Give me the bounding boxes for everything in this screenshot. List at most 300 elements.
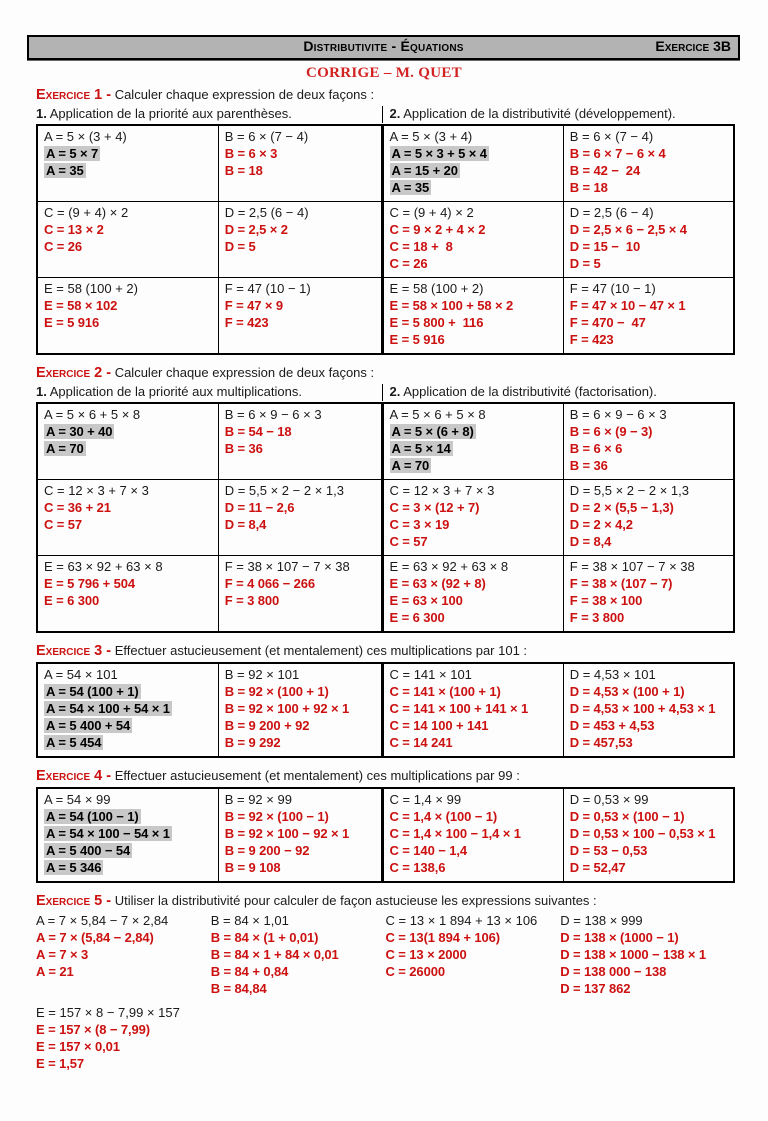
column-label-text: Application de la priorité aux multiplications. bbox=[46, 384, 302, 399]
table-cell bbox=[218, 403, 382, 480]
math-line bbox=[44, 499, 215, 516]
math-text: C = 9 × 2 + 4 × 2 bbox=[389, 222, 486, 237]
math-line bbox=[570, 592, 730, 609]
math-line bbox=[44, 145, 215, 162]
math-line bbox=[570, 221, 730, 238]
math-text: F = 4 066 − 266 bbox=[224, 576, 316, 591]
math-line bbox=[44, 162, 215, 179]
math-line bbox=[225, 700, 378, 717]
math-line bbox=[390, 128, 560, 145]
math-line bbox=[225, 666, 378, 683]
math-line bbox=[44, 297, 215, 314]
column-label-text: Application de la distributivité (développement). bbox=[400, 106, 676, 121]
math-line bbox=[570, 734, 730, 751]
math-text: C = 13(1 894 + 106) bbox=[385, 930, 500, 945]
exercise-label: Exercice 5 - bbox=[36, 893, 112, 909]
math-text: B = 18 bbox=[224, 163, 263, 178]
math-line bbox=[570, 162, 730, 179]
math-text: B = 6 × 9 − 6 × 3 bbox=[569, 407, 667, 422]
table-cell bbox=[37, 125, 218, 202]
table-cell bbox=[382, 278, 563, 355]
math-text: B = 84 + 0,84 bbox=[210, 964, 289, 979]
math-line bbox=[390, 609, 560, 626]
exercise-title-text: Effectuer astucieusement (et mentalement) ces multiplications par 99 : bbox=[111, 768, 520, 783]
math-text: E = 58 (100 + 2) bbox=[389, 281, 484, 296]
math-line bbox=[225, 221, 378, 238]
exercise-table bbox=[36, 662, 735, 758]
table-cell bbox=[218, 788, 382, 882]
math-text: D = 15 − 10 bbox=[569, 239, 641, 254]
math-text: D = 4,53 × (100 + 1) bbox=[569, 684, 685, 699]
math-line bbox=[570, 482, 730, 499]
math-text: B = 84,84 bbox=[210, 981, 267, 996]
math-line bbox=[211, 963, 386, 980]
math-line bbox=[386, 912, 561, 929]
exercise-title-text: Utiliser la distributivité pour calculer de façon astucieuse les expressions suivantes : bbox=[111, 893, 597, 908]
header-title: Distributivite - Équations bbox=[303, 38, 464, 54]
math-line bbox=[570, 255, 730, 272]
math-text: A = 35 bbox=[391, 180, 430, 195]
math-text: B = 92 × 100 − 92 × 1 bbox=[224, 826, 350, 841]
math-line bbox=[44, 128, 215, 145]
math-text: C = 13 × 2000 bbox=[385, 947, 467, 962]
math-text: D = 53 − 0,53 bbox=[569, 843, 648, 858]
math-text: A = 5 × (3 + 4) bbox=[389, 129, 473, 144]
math-text: C = 141 × (100 + 1) bbox=[389, 684, 501, 699]
exercise-4 bbox=[36, 767, 735, 883]
math-line bbox=[225, 499, 378, 516]
math-text: A = 35 bbox=[46, 163, 84, 178]
worksheet-body bbox=[0, 86, 768, 1072]
column-label-text: Application de la distributivité (factorisation). bbox=[400, 384, 657, 399]
math-line bbox=[390, 734, 560, 751]
math-line bbox=[570, 238, 730, 255]
math-text: C = 26 bbox=[389, 256, 428, 271]
math-line bbox=[390, 145, 560, 162]
table-row bbox=[37, 125, 734, 202]
math-text: A = 7 × 3 bbox=[36, 947, 89, 962]
math-text: E = 63 × 92 + 63 × 8 bbox=[389, 559, 509, 574]
table-row bbox=[37, 663, 734, 757]
math-text: C = 140 − 1,4 bbox=[389, 843, 467, 858]
table-cell bbox=[563, 663, 734, 757]
math-line bbox=[570, 331, 730, 348]
math-text: D = 2,5 × 2 bbox=[224, 222, 288, 237]
math-line bbox=[225, 558, 378, 575]
math-text: B = 9 108 bbox=[224, 860, 281, 875]
table-cell bbox=[382, 663, 563, 757]
worksheet-header bbox=[27, 35, 740, 60]
math-text: C = 1,4 × 99 bbox=[389, 792, 462, 807]
math-text: F = 38 × 107 − 7 × 38 bbox=[569, 559, 695, 574]
math-text: C = 1,4 × (100 − 1) bbox=[389, 809, 498, 824]
math-line bbox=[36, 929, 211, 946]
math-text: D = 2 × (5,5 − 1,3) bbox=[569, 500, 674, 515]
math-text: C = (9 + 4) × 2 bbox=[389, 205, 474, 220]
math-line bbox=[225, 314, 378, 331]
math-text: A = 5 × 6 + 5 × 8 bbox=[44, 407, 141, 422]
math-text: B = 9 292 bbox=[224, 735, 281, 750]
math-line bbox=[225, 280, 378, 297]
math-line bbox=[570, 533, 730, 550]
math-text: C = 57 bbox=[44, 517, 83, 532]
math-text: E = 5 916 bbox=[389, 332, 445, 347]
table-cell bbox=[382, 556, 563, 633]
math-line bbox=[44, 717, 215, 734]
math-text: D = 138 × 1000 − 138 × 1 bbox=[560, 947, 707, 962]
math-text: B = 84 × 1 + 84 × 0,01 bbox=[210, 947, 339, 962]
exercise-label: Exercice 4 - bbox=[36, 768, 112, 784]
math-text: D = 52,47 bbox=[569, 860, 626, 875]
math-text: D = 0,53 × (100 − 1) bbox=[569, 809, 685, 824]
math-line bbox=[570, 499, 730, 516]
math-text: F = 3 800 bbox=[224, 593, 280, 608]
math-text: A = 5 × (3 + 4) bbox=[44, 129, 127, 144]
math-text: D = 2,5 × 6 − 2,5 × 4 bbox=[569, 222, 687, 237]
math-line bbox=[44, 842, 215, 859]
math-line bbox=[390, 314, 560, 331]
math-line bbox=[44, 280, 215, 297]
math-text: F = 47 (10 − 1) bbox=[569, 281, 656, 296]
math-line bbox=[390, 825, 560, 842]
math-line bbox=[390, 700, 560, 717]
math-text: A = 54 × 100 + 54 × 1 bbox=[46, 701, 170, 716]
math-line bbox=[570, 717, 730, 734]
math-line bbox=[390, 666, 560, 683]
table-cell bbox=[218, 278, 382, 355]
math-text: B = 6 × (9 − 3) bbox=[569, 424, 653, 439]
math-text: D = 2,5 (6 − 4) bbox=[569, 205, 654, 220]
math-line bbox=[225, 734, 378, 751]
table-cell bbox=[218, 202, 382, 278]
math-line bbox=[570, 558, 730, 575]
table-cell bbox=[218, 480, 382, 556]
math-line bbox=[390, 859, 560, 876]
math-line bbox=[44, 700, 215, 717]
math-line bbox=[44, 204, 215, 221]
math-text: A = 7 × (5,84 − 2,84) bbox=[36, 930, 154, 945]
math-line bbox=[225, 791, 378, 808]
math-line bbox=[570, 683, 730, 700]
math-line bbox=[225, 145, 378, 162]
math-line bbox=[44, 406, 215, 423]
table-cell bbox=[563, 125, 734, 202]
math-line bbox=[44, 791, 215, 808]
table-cell bbox=[37, 202, 218, 278]
math-text: D = 11 − 2,6 bbox=[224, 500, 295, 515]
math-line bbox=[36, 1038, 735, 1055]
table-cell bbox=[563, 278, 734, 355]
math-line bbox=[570, 666, 730, 683]
math-line bbox=[44, 666, 215, 683]
math-line bbox=[225, 516, 378, 533]
math-line bbox=[225, 128, 378, 145]
column-labels bbox=[36, 106, 735, 123]
math-text: F = 423 bbox=[224, 315, 269, 330]
math-line bbox=[570, 128, 730, 145]
math-text: A = 5 346 bbox=[46, 860, 102, 875]
math-text: B = 9 200 + 92 bbox=[224, 718, 310, 733]
math-text: A = 54 (100 + 1) bbox=[46, 684, 139, 699]
math-line bbox=[570, 609, 730, 626]
math-line bbox=[44, 592, 215, 609]
column-label-number: 1. bbox=[36, 384, 47, 399]
column-label bbox=[382, 106, 736, 123]
math-text: A = 21 bbox=[36, 964, 74, 979]
table-cell bbox=[563, 202, 734, 278]
column-label-number: 2. bbox=[389, 384, 401, 399]
math-text: E = 58 (100 + 2) bbox=[44, 281, 138, 296]
math-text: B = 6 × 7 − 6 × 4 bbox=[569, 146, 666, 161]
math-line bbox=[390, 179, 560, 196]
math-line bbox=[390, 482, 560, 499]
exercise-title-text: Calculer chaque expression de deux façons : bbox=[111, 87, 375, 102]
math-text: C = 18 + 8 bbox=[389, 239, 453, 254]
math-text: D = 138 000 − 138 bbox=[560, 964, 667, 979]
math-line bbox=[225, 238, 378, 255]
math-text: C = 14 100 + 141 bbox=[389, 718, 489, 733]
math-line bbox=[44, 734, 215, 751]
math-text: A = 70 bbox=[391, 458, 430, 473]
math-text: D = 0,53 × 99 bbox=[569, 792, 649, 807]
math-line bbox=[225, 297, 378, 314]
math-text: C = 3 × 19 bbox=[389, 517, 450, 532]
math-line bbox=[44, 516, 215, 533]
table-cell bbox=[218, 663, 382, 757]
exercise-title-text: Calculer chaque expression de deux façons : bbox=[111, 365, 375, 380]
math-text: D = 4,53 × 100 + 4,53 × 1 bbox=[569, 701, 716, 716]
math-line bbox=[225, 683, 378, 700]
math-line bbox=[570, 808, 730, 825]
table-cell bbox=[563, 556, 734, 633]
math-text: A = 7 × 5,84 − 7 × 2,84 bbox=[36, 913, 169, 928]
math-line bbox=[570, 406, 730, 423]
math-line bbox=[44, 558, 215, 575]
math-line bbox=[570, 791, 730, 808]
math-text: E = 157 × 0,01 bbox=[36, 1039, 120, 1054]
exercise-1 bbox=[36, 86, 735, 355]
table-cell bbox=[37, 480, 218, 556]
math-text: C = (9 + 4) × 2 bbox=[44, 205, 129, 220]
math-line bbox=[390, 533, 560, 550]
math-text: B = 92 × (100 − 1) bbox=[224, 809, 329, 824]
math-text: A = 5 × 3 + 5 × 4 bbox=[391, 146, 487, 161]
corrige-subtitle: CORRIGE – M. QUET bbox=[306, 65, 462, 81]
math-text: D = 137 862 bbox=[560, 981, 631, 996]
free-columns bbox=[36, 912, 735, 997]
table-row bbox=[37, 278, 734, 355]
table-cell bbox=[382, 788, 563, 882]
column-label-text: Application de la priorité aux parenthèses. bbox=[46, 106, 292, 121]
math-text: A = 5 400 + 54 bbox=[46, 718, 131, 733]
math-line bbox=[390, 221, 560, 238]
math-line bbox=[36, 946, 211, 963]
math-text: E = 157 × 8 − 7,99 × 157 bbox=[36, 1005, 180, 1020]
math-line bbox=[44, 314, 215, 331]
exercise-2 bbox=[36, 364, 735, 633]
math-text: B = 92 × 101 bbox=[224, 667, 300, 682]
math-line bbox=[570, 700, 730, 717]
math-text: A = 54 × 99 bbox=[44, 792, 111, 807]
free-column bbox=[211, 912, 386, 997]
table-cell bbox=[37, 556, 218, 633]
math-text: B = 6 × 6 bbox=[569, 441, 623, 456]
math-line bbox=[211, 912, 386, 929]
math-text: E = 63 × 92 + 63 × 8 bbox=[44, 559, 163, 574]
math-line bbox=[570, 423, 730, 440]
math-text: C = 12 × 3 + 7 × 3 bbox=[44, 483, 149, 498]
math-line bbox=[570, 145, 730, 162]
math-line bbox=[390, 423, 560, 440]
math-line bbox=[390, 238, 560, 255]
math-line bbox=[570, 204, 730, 221]
math-line bbox=[44, 808, 215, 825]
math-line bbox=[560, 963, 735, 980]
math-line bbox=[225, 204, 378, 221]
math-line bbox=[44, 575, 215, 592]
math-line bbox=[390, 440, 560, 457]
free-column bbox=[386, 912, 561, 997]
exercise-table bbox=[36, 124, 735, 355]
math-text: E = 58 × 100 + 58 × 2 bbox=[389, 298, 514, 313]
exercise-label: Exercice 2 - bbox=[36, 365, 112, 381]
math-text: D = 453 + 4,53 bbox=[569, 718, 655, 733]
math-line bbox=[211, 980, 386, 997]
math-line bbox=[36, 1004, 735, 1021]
table-cell bbox=[382, 202, 563, 278]
math-line bbox=[225, 808, 378, 825]
math-line bbox=[560, 912, 735, 929]
math-line bbox=[390, 791, 560, 808]
math-text: B = 36 bbox=[569, 458, 608, 473]
math-text: F = 470 − 47 bbox=[569, 315, 646, 330]
column-label bbox=[382, 384, 736, 401]
math-line bbox=[225, 859, 378, 876]
math-text: B = 92 × (100 + 1) bbox=[224, 684, 329, 699]
math-text: D = 0,53 × 100 − 0,53 × 1 bbox=[569, 826, 716, 841]
column-label bbox=[36, 106, 382, 123]
math-text: C = 57 bbox=[389, 534, 428, 549]
math-line bbox=[44, 221, 215, 238]
math-line bbox=[570, 457, 730, 474]
math-text: A = 15 + 20 bbox=[391, 163, 458, 178]
math-line bbox=[225, 406, 378, 423]
math-text: B = 18 bbox=[569, 180, 608, 195]
math-line bbox=[225, 482, 378, 499]
math-line bbox=[570, 842, 730, 859]
math-text: D = 8,4 bbox=[224, 517, 267, 532]
math-text: C = 141 × 101 bbox=[389, 667, 472, 682]
math-line bbox=[390, 331, 560, 348]
math-line bbox=[390, 406, 560, 423]
math-text: A = 30 + 40 bbox=[46, 424, 113, 439]
table-row bbox=[37, 480, 734, 556]
math-line bbox=[386, 929, 561, 946]
table-cell bbox=[37, 403, 218, 480]
column-labels bbox=[36, 384, 735, 401]
math-line bbox=[36, 1021, 735, 1038]
math-line bbox=[225, 162, 378, 179]
math-text: D = 5,5 × 2 − 2 × 1,3 bbox=[224, 483, 344, 498]
math-text: A = 5 × (6 + 8) bbox=[391, 424, 474, 439]
table-cell bbox=[37, 663, 218, 757]
math-text: F = 423 bbox=[569, 332, 614, 347]
math-text: E = 6 300 bbox=[44, 593, 100, 608]
math-line bbox=[390, 204, 560, 221]
math-text: C = 14 241 bbox=[389, 735, 453, 750]
exercise-title bbox=[36, 767, 735, 785]
math-text: F = 38 × 100 bbox=[569, 593, 643, 608]
exercise-title-text: Effectuer astucieusement (et mentalement) ces multiplications par 101 : bbox=[111, 643, 528, 658]
math-text: C = 36 + 21 bbox=[44, 500, 111, 515]
math-line bbox=[225, 842, 378, 859]
math-text: A = 5 × 7 bbox=[46, 146, 99, 161]
math-line bbox=[570, 825, 730, 842]
math-text: F = 47 × 9 bbox=[224, 298, 283, 313]
exercise-label: Exercice 3 - bbox=[36, 643, 112, 659]
exercise-title bbox=[36, 892, 735, 910]
math-text: F = 47 (10 − 1) bbox=[224, 281, 311, 296]
exercise-title bbox=[36, 364, 735, 382]
math-text: E = 63 × (92 + 8) bbox=[389, 576, 486, 591]
math-line bbox=[386, 963, 561, 980]
math-text: B = 42 − 24 bbox=[569, 163, 641, 178]
table-cell bbox=[382, 480, 563, 556]
math-line bbox=[570, 179, 730, 196]
table-cell bbox=[563, 480, 734, 556]
math-text: D = 4,53 × 101 bbox=[569, 667, 656, 682]
math-line bbox=[390, 457, 560, 474]
extra-block bbox=[36, 1004, 735, 1072]
exercise-table bbox=[36, 402, 735, 633]
math-line bbox=[44, 683, 215, 700]
math-line bbox=[560, 929, 735, 946]
column-label-number: 1. bbox=[36, 106, 47, 121]
table-cell bbox=[37, 278, 218, 355]
math-line bbox=[560, 980, 735, 997]
math-line bbox=[570, 516, 730, 533]
math-line bbox=[390, 592, 560, 609]
math-line bbox=[225, 592, 378, 609]
math-text: A = 54 × 100 − 54 × 1 bbox=[46, 826, 170, 841]
table-cell bbox=[218, 556, 382, 633]
math-line bbox=[390, 499, 560, 516]
math-line bbox=[390, 297, 560, 314]
table-cell bbox=[563, 403, 734, 480]
math-text: B = 6 × (7 − 4) bbox=[224, 129, 309, 144]
exercise-label: Exercice 1 - bbox=[36, 87, 112, 103]
math-text: D = 138 × 999 bbox=[560, 913, 643, 928]
column-label bbox=[36, 384, 382, 401]
math-line bbox=[225, 440, 378, 457]
math-line bbox=[211, 946, 386, 963]
math-text: B = 6 × 9 − 6 × 3 bbox=[224, 407, 322, 422]
math-text: B = 92 × 99 bbox=[224, 792, 292, 807]
math-line bbox=[44, 482, 215, 499]
math-text: E = 6 300 bbox=[389, 610, 445, 625]
math-text: E = 5 800 + 116 bbox=[389, 315, 484, 330]
math-line bbox=[570, 314, 730, 331]
header-exercise-ref: Exercice 3B bbox=[655, 38, 731, 54]
math-line bbox=[560, 946, 735, 963]
table-cell bbox=[382, 403, 563, 480]
math-line bbox=[390, 516, 560, 533]
table-row bbox=[37, 202, 734, 278]
math-text: C = 3 × (12 + 7) bbox=[389, 500, 480, 515]
math-line bbox=[36, 963, 211, 980]
math-text: A = 5 400 − 54 bbox=[46, 843, 131, 858]
math-text: E = 63 × 100 bbox=[389, 593, 463, 608]
